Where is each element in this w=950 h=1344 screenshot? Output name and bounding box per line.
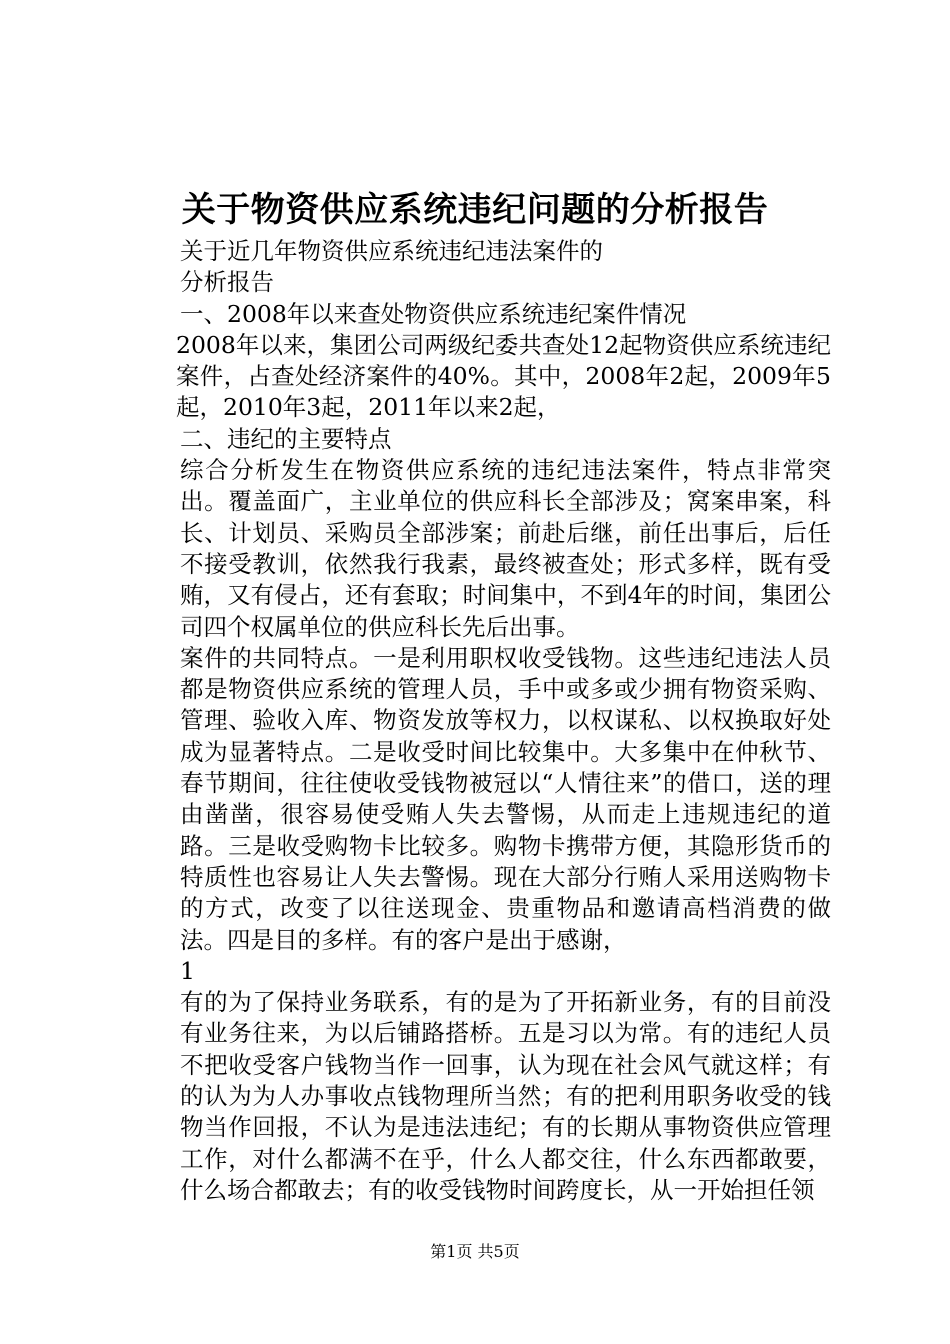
paragraph-features-summary: 综合分析发生在物资供应系统的违纪违法案件，特点非常突出。覆盖面广，主业单位的供应科长全部涉及；窝案串案，科长、计划员、采购员全部涉案；前赴后继，前任出事后，后任不接受教训，依然我行我素，最终被查处；形式多样，既有受贿，又有侵占，还有套取；时间集中，不到4年的时间，集团公司四个权属单位的供应科长先后出事。 — [180, 456, 831, 641]
section-heading-2: 二、违纪的主要特点 — [180, 424, 392, 453]
document-body — [131, 236, 831, 1206]
inline-page-number: 1 — [180, 956, 195, 985]
paragraph-common-features: 案件的共同特点。一是利用职权收受钱物。这些违纪违法人员都是物资供应系统的管理人员，手中或多或少拥有物资采购、管理、验收入库、物资发放等权力，以权谋私、以权换取好处成为显著特点。二是收受时间比较集中。大多集中在仲秋节、春节期间，往往使收受钱物被冠以“人情往来”的借口，送的理由凿凿，很容易使受贿人失去警惕，从而走上违规违纪的道路。三是收受购物卡比较多。购物卡携带方便，其隐形货币的特质性也容易让人失去警惕。现在大部分行贿人采用送购物卡的方式，改变了以往送现金、贵重物品和邀请高档消费的做法。四是目的多样。有的客户是出于感谢， — [180, 643, 831, 954]
paragraph-case-statistics: 2008年以来，集团公司两级纪委共查处12起物资供应系统违纪案件，占查处经济案件的40%。其中，2008年2起，2009年5起，2010年3起，2011年以来2起， — [176, 330, 831, 422]
document-title: 关于物资供应系统违纪问题的分析报告 — [181, 190, 769, 230]
subtitle-line-2: 分析报告 — [180, 268, 274, 297]
page-footer: 第1页 共5页 — [430, 1242, 520, 1261]
paragraph-continuation: 有的为了保持业务联系，有的是为了开拓新业务，有的目前没有业务往来，为以后铺路搭桥。五是习以为常。有的违纪人员不把收受客户钱物当作一回事，认为现在社会风气就这样；有的认为为人办事收点钱物理所当然；有的把利用职务收受的钱物当作回报，不认为是违法违纪；有的长期从事物资供应管理工作，对什么都满不在乎，什么人都交往，什么东西都敢要，什么场合都敢去；有的收受钱物时间跨度长，从一开始担任领 — [180, 988, 831, 1204]
section-heading-1: 一、2008年以来查处物资供应系统违纪案件情况 — [180, 299, 687, 328]
subtitle-line-1: 关于近几年物资供应系统违纪违法案件的 — [180, 237, 603, 265]
